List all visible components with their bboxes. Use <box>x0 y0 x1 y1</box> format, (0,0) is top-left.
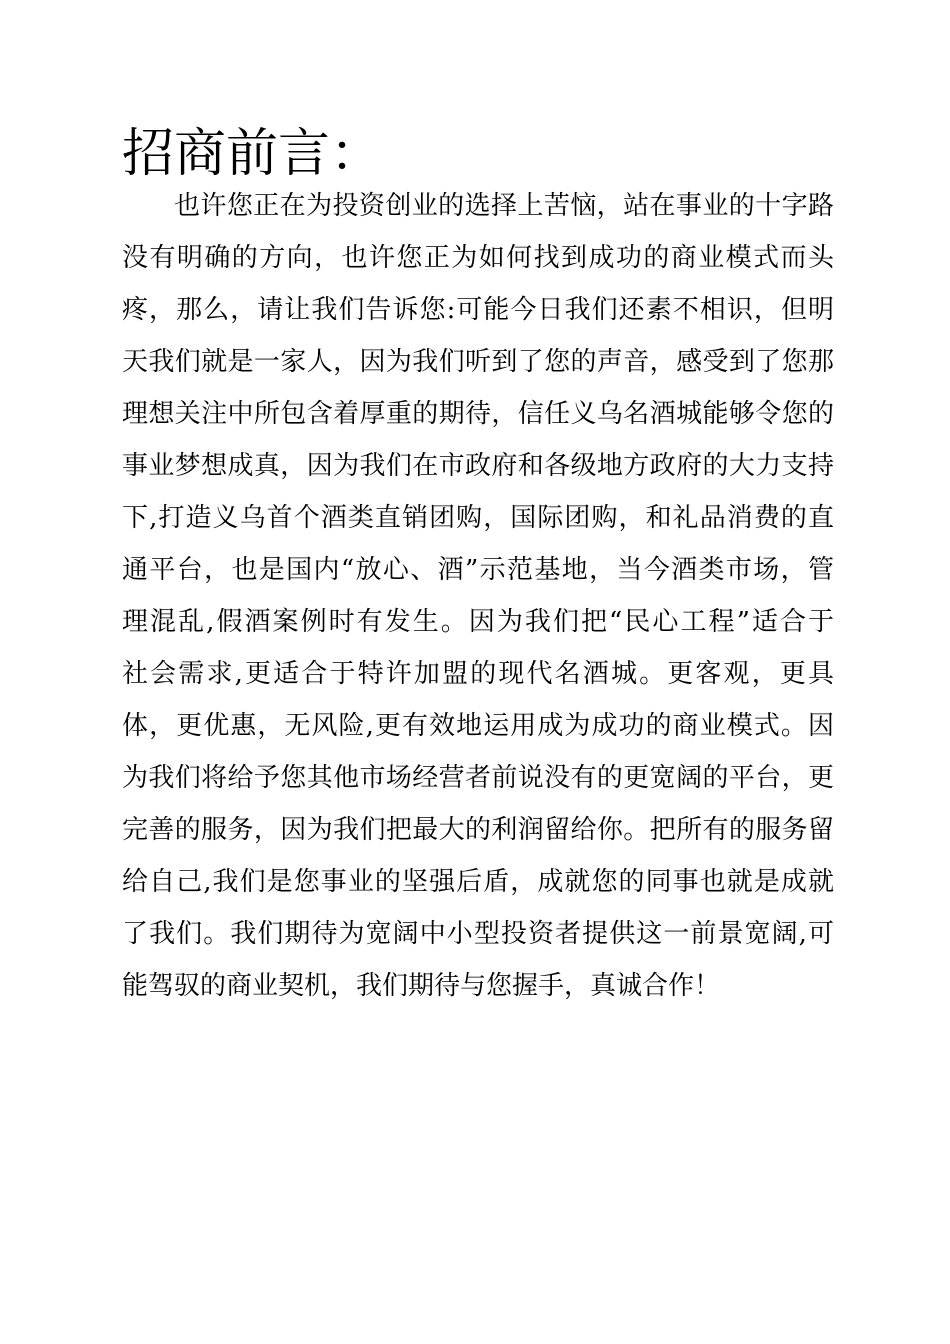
paragraph-line: 完善的服务，因为我们把最大的利润留给你。把所有的服务留 <box>122 815 834 845</box>
body-paragraph <box>122 180 834 1012</box>
paragraph-line: 体，更优惠，无风险,更有效地运用成为成功的商业模式。因 <box>122 711 834 741</box>
paragraph-line: 理混乱,假酒案例时有发生。因为我们把“民心工程”适合于 <box>122 607 834 637</box>
paragraph-line: 为我们将给予您其他市场经营者前说没有的更宽阔的平台，更 <box>122 763 834 793</box>
paragraph-line: 通平台，也是国内“放心、酒”示范基地，当今酒类市场，管 <box>122 555 834 585</box>
paragraph-line: 没有明确的方向，也许您正为如何找到成功的商业模式而头 <box>122 243 834 273</box>
document-heading: 招商前言： <box>122 124 383 184</box>
paragraph-line: 给自己,我们是您事业的坚强后盾，成就您的同事也就是成就 <box>122 867 834 897</box>
paragraph-line: 理想关注中所包含着厚重的期待，信任义乌名酒城能够令您的 <box>122 399 834 429</box>
paragraph-line: 社会需求,更适合于特许加盟的现代名酒城。更客观，更具 <box>122 659 834 689</box>
paragraph-line: 也许您正在为投资创业的选择上苦恼，站在事业的十字路 <box>174 191 834 221</box>
paragraph-line: 下,打造义乌首个酒类直销团购，国际团购，和礼品消费的直 <box>122 503 834 533</box>
paragraph-line: 了我们。我们期待为宽阔中小型投资者提供这一前景宽阔,可 <box>122 919 834 949</box>
paragraph-line: 疼，那么，请让我们告诉您:可能今日我们还素不相识，但明 <box>122 295 834 325</box>
paragraph-line: 事业梦想成真，因为我们在市政府和各级地方政府的大力支持 <box>122 451 834 481</box>
paragraph-line: 能驾驭的商业契机，我们期待与您握手，真诚合作！ <box>122 971 721 1001</box>
paragraph-line: 天我们就是一家人，因为我们听到了您的声音，感受到了您那 <box>122 347 834 377</box>
document-content <box>122 124 834 1012</box>
